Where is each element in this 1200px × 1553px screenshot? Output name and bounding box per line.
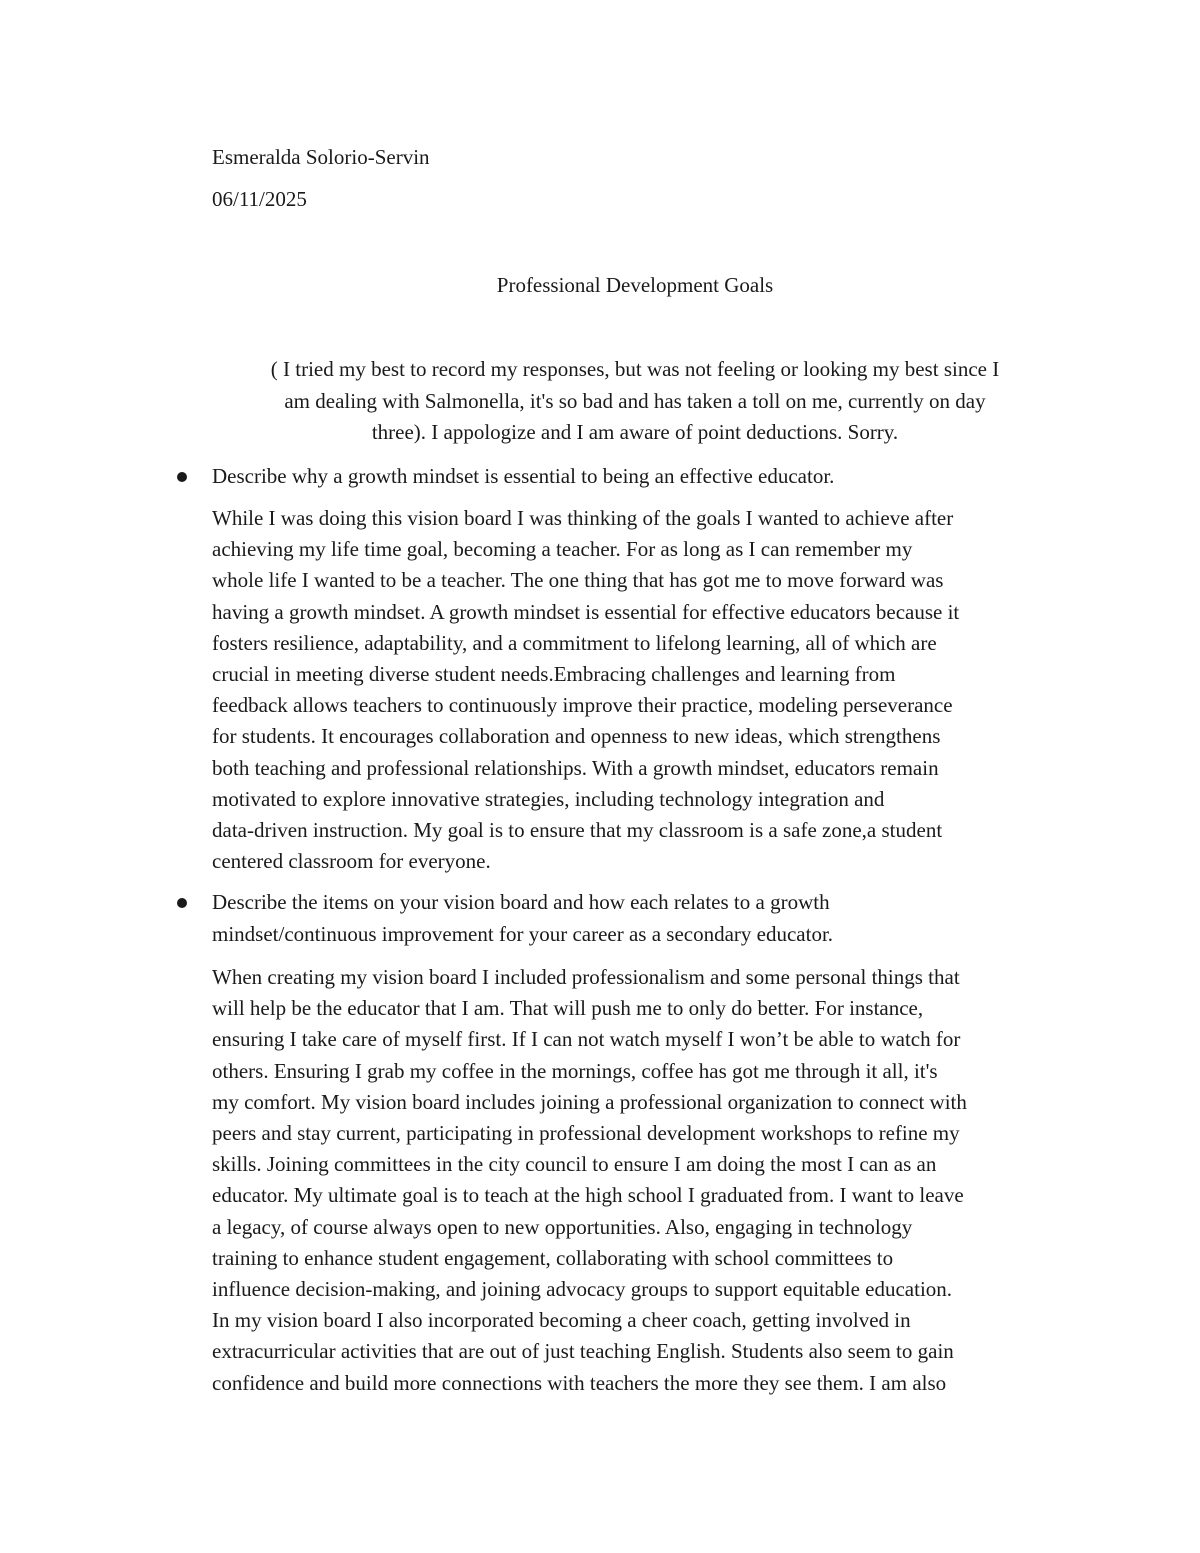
question-2 (212, 887, 1072, 950)
note-line: am dealing with Salmonella, it's so bad and has taken a toll on me, currently on day (284, 388, 986, 413)
answer-1 (212, 503, 1072, 877)
document-title: Professional Development Goals (496, 273, 774, 297)
answer-line: both teaching and professional relationships. With a growth mindset, educators remain (212, 755, 939, 780)
answer-line: When creating my vision board I included professionalism and some personal things that (212, 965, 960, 989)
answer-line: will help be the educator that I am. That will push me to only do better. For instance, (212, 996, 924, 1021)
answer-line: peers and stay current, participating in professional development workshops to refine my (212, 1121, 960, 1146)
answer-line: While I was doing this vision board I was thinking of the goals I wanted to achieve after (212, 506, 954, 530)
answer-line: skills. Joining committees in the city council to ensure I am doing the most I can as an (212, 1152, 937, 1177)
answer-line: educator. My ultimate goal is to teach at the high school I graduated from. I want to leave (212, 1183, 964, 1208)
answer-line: In my vision board I also incorporated becoming a cheer coach, getting involved in (212, 1308, 911, 1333)
answer-line: influence decision-making, and joining advocacy groups to support equitable education. (212, 1277, 953, 1302)
note-line: three). I appologize and I am aware of point deductions. Sorry. (371, 420, 899, 444)
answer-line: for students. It encourages collaboration and openness to new ideas, which strengthens (212, 724, 941, 749)
answer-line: training to enhance student engagement, collaborating with school committees to (212, 1245, 894, 1270)
note-line: ( I tried my best to record my responses, but was not feeling or looking my best since I (270, 357, 1000, 381)
answer-line: crucial in meeting diverse student needs.Embracing challenges and learning from (212, 662, 896, 687)
answer-line: ensuring I take care of myself first. If I can not watch myself I won’t be able to watch for (212, 1027, 961, 1052)
answer-line: whole life I wanted to be a teacher. The one thing that has got me to move forward was (212, 568, 944, 593)
answer-2 (212, 962, 1072, 1399)
answer-line: motivated to explore innovative strategies, including technology integration and (212, 786, 885, 811)
answer-line: my comfort. My vision board includes joining a professional organization to connect with (212, 1089, 967, 1114)
question-1 (212, 461, 1072, 493)
answer-line: fosters resilience, adaptability, and a commitment to lifelong learning, all of which are (212, 630, 937, 655)
author-name: Esmeralda Solorio-Servin (212, 145, 430, 169)
answer-line: others. Ensuring I grab my coffee in the mornings, coffee has got me through it all, it's (212, 1058, 938, 1083)
answer-line: extracurricular activities that are out of just teaching English. Students also seem to gain (212, 1339, 954, 1364)
question-line: Describe the items on your vision board and how each relates to a growth (212, 890, 830, 914)
answer-line: having a growth mindset. A growth mindset is essential for effective educators because it (212, 599, 960, 624)
answer-line: feedback allows teachers to continuously improve their practice, modeling perseverance (212, 693, 953, 718)
apology-note (212, 354, 1058, 449)
question-line: Describe why a growth mindset is essential to being an effective educator. (212, 464, 835, 488)
answer-line: data-driven instruction. My goal is to ensure that my classroom is a safe zone,a student (212, 818, 943, 843)
answer-line: a legacy, of course always open to new opportunities. Also, engaging in technology (212, 1214, 913, 1239)
bullet-icon (177, 472, 187, 482)
answer-line: achieving my life time goal, becoming a teacher. For as long as I can remember my (212, 537, 913, 562)
bullet-icon (177, 898, 187, 908)
answer-line: confidence and build more connections with teachers the more they see them. I am also (212, 1370, 947, 1395)
answer-line: centered classroom for everyone. (212, 849, 491, 874)
document-date: 06/11/2025 (212, 187, 307, 211)
question-line: mindset/continuous improvement for your career as a secondary educator. (212, 921, 834, 946)
